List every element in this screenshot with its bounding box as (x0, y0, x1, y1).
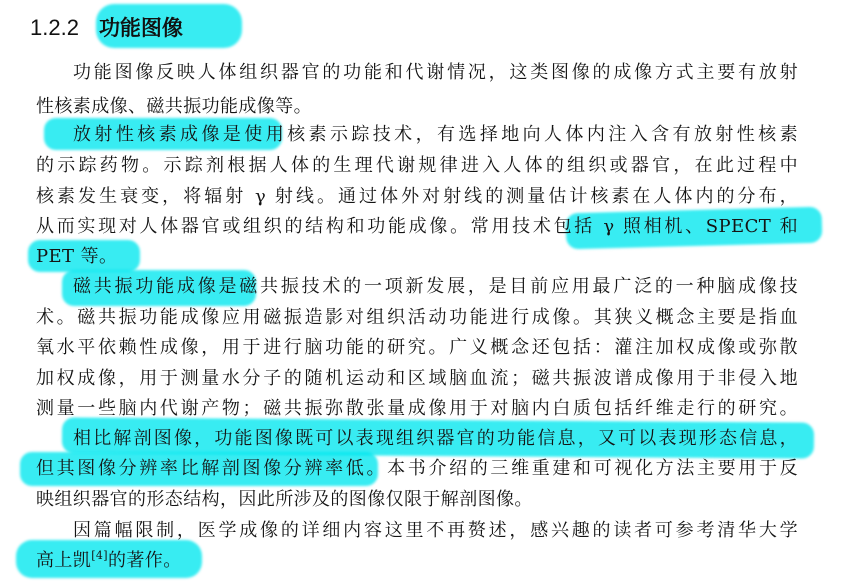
paragraph-2-line-5: PET 等。 (36, 246, 118, 267)
paragraph-4-line-3: 映组织器官的形态结构，因此所涉及的图像仅限于解剖图像。 (36, 489, 533, 510)
author-name: 高上凯 (36, 550, 92, 571)
paragraph-5-ending: 的著作。 (108, 550, 182, 571)
paragraph-3-line-5: 测量一些脑内代谢产物；磁共振弥散张量成像用于对脑内白质包括纤维走行的研究。 (36, 398, 798, 419)
section-number: 1.2.2 (30, 15, 79, 40)
paragraph-3-line-2: 术。磁共振功能成像应用磁振造影对组织活动功能进行成像。其狭义概念主要是指血 (36, 307, 798, 328)
paragraph-5-line-2 (36, 544, 182, 578)
citation-reference[interactable]: [4] (91, 549, 108, 562)
paragraph-3-line-4: 加权成像，用于测量水分子的随机运动和区域脑血流；磁共振波谱成像用于非侵入地 (36, 368, 798, 389)
paragraph-2-line-2: 的示踪药物。示踪剂根据人体的生理代谢规律进入人体的组织或器官，在此过程中 (36, 155, 798, 176)
paragraph-1-line-2: 性核素成像、磁共振功能成像等。 (36, 96, 312, 117)
section-heading (30, 8, 183, 48)
paragraph-4-line-1: 相比解剖图像，功能图像既可以表现组织器官的功能信息，又可以表现形态信息， (73, 428, 798, 449)
paragraph-3-line-3: 氧水平依赖性成像，用于进行脑功能的研究。广义概念还包括：灌注加权成像或弥散 (36, 337, 798, 358)
paragraph-3-line-1: 磁共振功能成像是磁共振技术的一项新发展，是目前应用最广泛的一种脑成像技 (73, 276, 798, 297)
paragraph-4-line-2: 但其图像分辨率比解剖图像分辨率低。本书介绍的三维重建和可视化方法主要用于反 (36, 458, 798, 479)
paragraph-2-line-1: 放射性核素成像是使用核素示踪技术，有选择地向人体内注入含有放射性核素 (73, 124, 798, 145)
paragraph-5-line-1: 因篇幅限制，医学成像的详细内容这里不再赘述，感兴趣的读者可参考清华大学 (73, 520, 798, 541)
section-title: 功能图像 (98, 16, 183, 40)
paragraph-2-line-4: 从而实现对人体器官或组织的结构和功能成像。常用技术包括 γ 照相机、SPECT 和 (36, 216, 798, 237)
paragraph-1-line-1: 功能图像反映人体组织器官的功能和代谢情况，这类图像的成像方式主要有放射 (73, 62, 798, 83)
paragraph-2-line-3: 核素发生衰变，将辐射 γ 射线。通过体外对射线的测量估计核素在人体内的分布， (36, 186, 798, 207)
